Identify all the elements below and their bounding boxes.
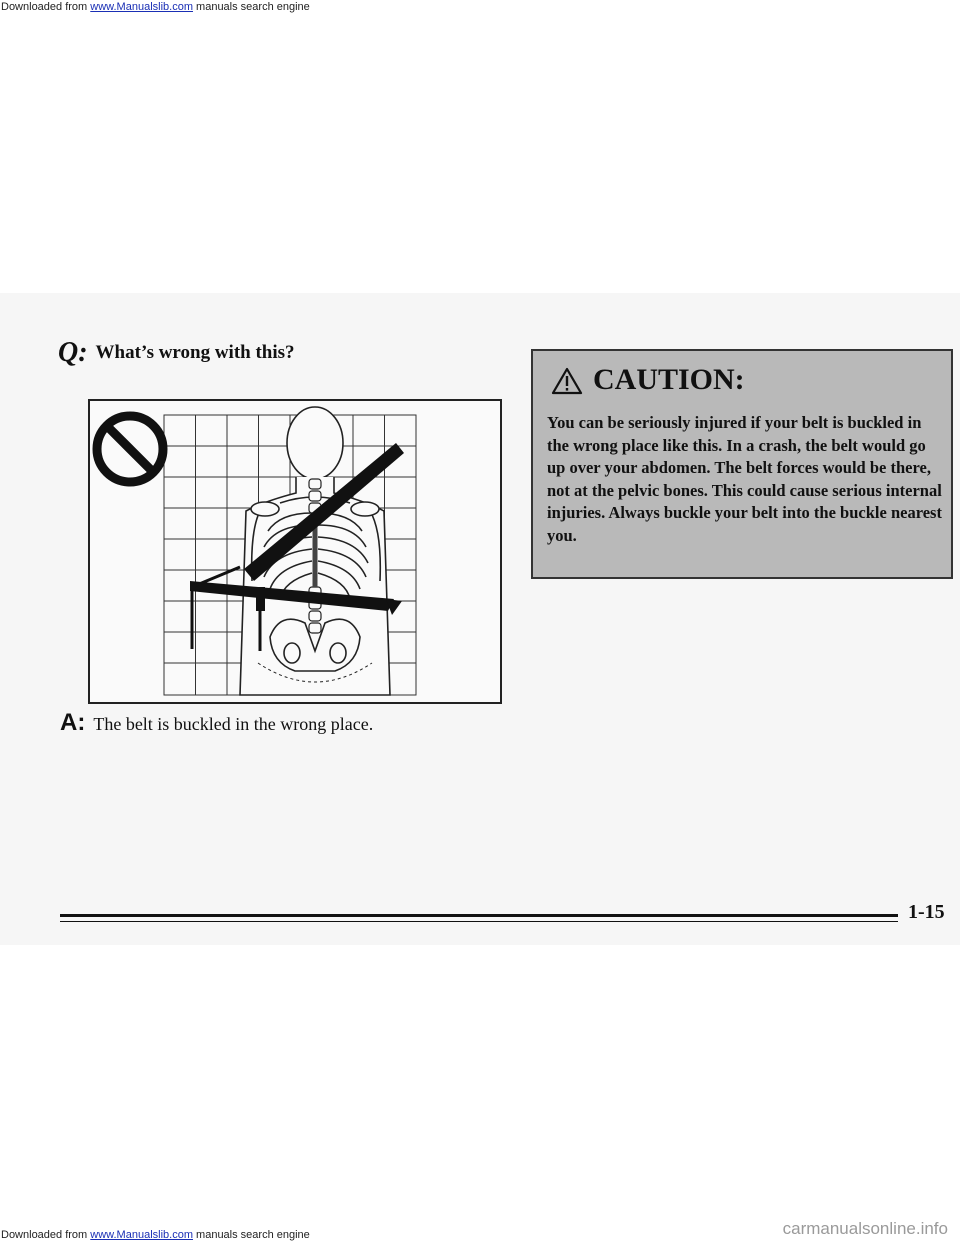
- caution-title: CAUTION:: [593, 363, 745, 396]
- footer-rule: [60, 914, 898, 917]
- skeleton-seatbelt-diagram: [90, 401, 500, 702]
- answer: [60, 709, 373, 737]
- seatbelt-illustration: [88, 399, 502, 704]
- page-number: 1-15: [908, 901, 945, 923]
- manual-page: [0, 293, 960, 945]
- right-shoulder: [351, 502, 379, 516]
- caution-text: You can be seriously injured if your belt is buckled in the wrong place like this. In a crash, the belt would go up over your abdomen. The belt forces would be there, not at the pelvic bones. This could cause serious internal injuries. Always buckle your belt into the buckle nearest you.: [547, 413, 942, 545]
- question: [58, 337, 295, 369]
- footer-rule-thin: [60, 921, 898, 922]
- answer-mark-label: A:: [60, 709, 86, 736]
- caution-header: [551, 363, 745, 400]
- left-shoulder: [251, 502, 279, 516]
- answer-text: The belt is buckled in the wrong place.: [93, 714, 374, 734]
- skeleton: [240, 407, 390, 695]
- watermark: carmanualsonline.info: [782, 1219, 948, 1238]
- question-text: What’s wrong with this?: [95, 342, 295, 363]
- buckle: [256, 587, 265, 611]
- head: [287, 407, 343, 479]
- download-banner: Downloaded from www.Manualslib.com manuals search engine: [1, 1, 310, 13]
- caution-box: [531, 349, 953, 579]
- download-banner-bottom: Downloaded from www.Manualslib.com manuals search engine carmanualsonline.info: [1, 1219, 948, 1241]
- belt-webbing: [192, 567, 240, 649]
- manualslib-link-bottom[interactable]: www.Manualslib.com: [90, 1229, 193, 1241]
- question-mark-label: Q:: [58, 337, 88, 368]
- manualslib-link[interactable]: www.Manualslib.com: [90, 1, 193, 13]
- warning-triangle-icon: [551, 367, 583, 400]
- prohibited-icon: [97, 416, 163, 482]
